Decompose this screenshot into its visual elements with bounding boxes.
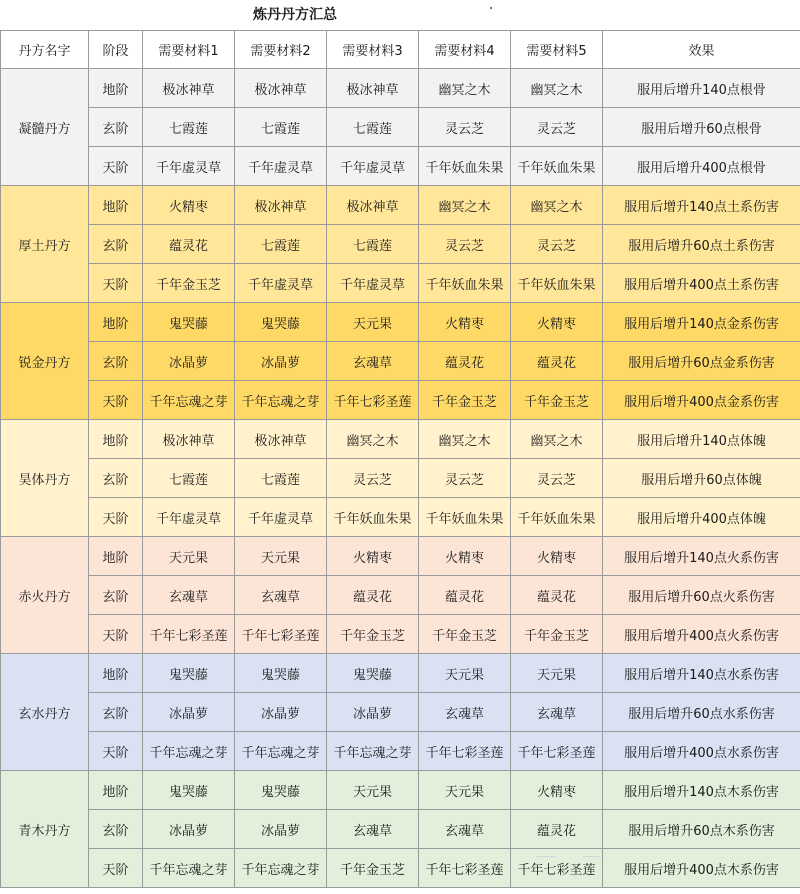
stage-cell[interactable]: 玄阶 bbox=[89, 342, 143, 381]
recipe-name-cell[interactable]: 青木丹方 bbox=[1, 771, 89, 888]
stage-cell[interactable]: 玄阶 bbox=[89, 693, 143, 732]
material-cell[interactable]: 火精枣 bbox=[327, 537, 419, 576]
effect-cell[interactable]: 服用后增升140点土系伤害 bbox=[603, 186, 800, 225]
material-cell[interactable]: 幽冥之木 bbox=[511, 420, 603, 459]
scan-noise bbox=[537, 856, 555, 857]
material-cell[interactable]: 鬼哭藤 bbox=[235, 654, 327, 693]
material-cell[interactable]: 鬼哭藤 bbox=[143, 654, 235, 693]
material-cell[interactable]: 鬼哭藤 bbox=[143, 771, 235, 810]
material-cell[interactable]: 灵云芝 bbox=[419, 108, 511, 147]
table-row bbox=[1, 810, 800, 849]
effect-cell[interactable]: 服用后增升400点体魄 bbox=[603, 498, 800, 537]
header-row bbox=[1, 31, 800, 69]
effect-cell[interactable]: 服用后增升140点水系伤害 bbox=[603, 654, 800, 693]
effect-cell[interactable]: 服用后增升400点土系伤害 bbox=[603, 264, 800, 303]
material-cell[interactable]: 极冰神草 bbox=[235, 69, 327, 108]
table-row bbox=[1, 615, 800, 654]
material-cell[interactable]: 极冰神草 bbox=[235, 420, 327, 459]
material-cell[interactable]: 玄魂草 bbox=[143, 576, 235, 615]
material-cell[interactable]: 千年七彩圣莲 bbox=[511, 849, 603, 888]
header-effect[interactable]: 效果 bbox=[603, 31, 800, 69]
material-cell[interactable]: 七霞莲 bbox=[327, 225, 419, 264]
material-cell[interactable]: 天元果 bbox=[511, 654, 603, 693]
table-row bbox=[1, 225, 800, 264]
material-cell[interactable]: 冰晶萝 bbox=[143, 810, 235, 849]
effect-cell[interactable]: 服用后增升60点根骨 bbox=[603, 108, 800, 147]
effect-cell[interactable]: 服用后增升60点体魄 bbox=[603, 459, 800, 498]
material-cell[interactable]: 幽冥之木 bbox=[511, 69, 603, 108]
material-cell[interactable]: 千年金玉芝 bbox=[143, 264, 235, 303]
effect-cell[interactable]: 服用后增升140点火系伤害 bbox=[603, 537, 800, 576]
table-row bbox=[1, 498, 800, 537]
material-cell[interactable]: 千年忘魂之芽 bbox=[143, 381, 235, 420]
material-cell[interactable]: 七霞莲 bbox=[143, 108, 235, 147]
material-cell[interactable]: 玄魂草 bbox=[419, 810, 511, 849]
effect-cell[interactable]: 服用后增升60点火系伤害 bbox=[603, 576, 800, 615]
material-cell[interactable]: 火精枣 bbox=[419, 303, 511, 342]
material-cell[interactable]: 千年虚灵草 bbox=[143, 498, 235, 537]
header-material-1[interactable]: 需要材料1 bbox=[143, 31, 235, 69]
material-cell[interactable]: 七霞莲 bbox=[235, 459, 327, 498]
material-cell[interactable]: 蕴灵花 bbox=[419, 342, 511, 381]
material-cell[interactable]: 千年七彩圣莲 bbox=[235, 615, 327, 654]
material-cell[interactable]: 千年妖血朱果 bbox=[511, 147, 603, 186]
material-cell[interactable]: 千年忘魂之芽 bbox=[235, 381, 327, 420]
material-cell[interactable]: 天元果 bbox=[419, 771, 511, 810]
effect-cell[interactable]: 服用后增升60点木系伤害 bbox=[603, 810, 800, 849]
material-cell[interactable]: 冰晶萝 bbox=[235, 693, 327, 732]
material-cell[interactable]: 鬼哭藤 bbox=[235, 771, 327, 810]
material-cell[interactable]: 冰晶萝 bbox=[327, 693, 419, 732]
material-cell[interactable]: 幽冥之木 bbox=[327, 420, 419, 459]
table-row bbox=[1, 381, 800, 420]
stage-cell[interactable]: 玄阶 bbox=[89, 459, 143, 498]
material-cell[interactable]: 火精枣 bbox=[511, 537, 603, 576]
table-row bbox=[1, 303, 800, 342]
material-cell[interactable]: 蕴灵花 bbox=[143, 225, 235, 264]
header-material-3[interactable]: 需要材料3 bbox=[327, 31, 419, 69]
material-cell[interactable]: 火精枣 bbox=[511, 303, 603, 342]
material-cell[interactable]: 天元果 bbox=[143, 537, 235, 576]
recipe-name-cell[interactable]: 玄水丹方 bbox=[1, 654, 89, 771]
material-cell[interactable]: 玄魂草 bbox=[419, 693, 511, 732]
material-cell[interactable]: 灵云芝 bbox=[419, 459, 511, 498]
material-cell[interactable]: 鬼哭藤 bbox=[327, 654, 419, 693]
material-cell[interactable]: 千年七彩圣莲 bbox=[419, 849, 511, 888]
material-cell[interactable]: 幽冥之木 bbox=[419, 420, 511, 459]
material-cell[interactable]: 千年虚灵草 bbox=[235, 498, 327, 537]
material-cell[interactable]: 天元果 bbox=[327, 771, 419, 810]
material-cell[interactable]: 千年七彩圣莲 bbox=[419, 732, 511, 771]
stray-dot bbox=[490, 7, 492, 9]
material-cell[interactable]: 七霞莲 bbox=[235, 108, 327, 147]
material-cell[interactable]: 灵云芝 bbox=[511, 108, 603, 147]
table-row bbox=[1, 576, 800, 615]
material-cell[interactable]: 千年忘魂之芽 bbox=[235, 732, 327, 771]
material-cell[interactable]: 千年忘魂之芽 bbox=[143, 732, 235, 771]
material-cell[interactable]: 天元果 bbox=[419, 654, 511, 693]
material-cell[interactable]: 千年忘魂之芽 bbox=[327, 732, 419, 771]
effect-cell[interactable]: 服用后增升140点根骨 bbox=[603, 69, 800, 108]
material-cell[interactable]: 极冰神草 bbox=[327, 186, 419, 225]
material-cell[interactable]: 幽冥之木 bbox=[419, 186, 511, 225]
material-cell[interactable]: 千年金玉芝 bbox=[511, 615, 603, 654]
stage-cell[interactable]: 天阶 bbox=[89, 615, 143, 654]
material-cell[interactable]: 灵云芝 bbox=[511, 225, 603, 264]
table-row bbox=[1, 147, 800, 186]
stage-cell[interactable]: 地阶 bbox=[89, 654, 143, 693]
material-cell[interactable]: 玄魂草 bbox=[511, 693, 603, 732]
stage-cell[interactable]: 地阶 bbox=[89, 420, 143, 459]
material-cell[interactable]: 蕴灵花 bbox=[511, 810, 603, 849]
stage-cell[interactable]: 天阶 bbox=[89, 498, 143, 537]
recipe-name-cell[interactable]: 厚土丹方 bbox=[1, 186, 89, 303]
recipe-name-cell[interactable]: 凝髓丹方 bbox=[1, 69, 89, 186]
material-cell[interactable]: 千年妖血朱果 bbox=[419, 147, 511, 186]
material-cell[interactable]: 千年虚灵草 bbox=[235, 264, 327, 303]
table-row bbox=[1, 537, 800, 576]
stage-cell[interactable]: 地阶 bbox=[89, 771, 143, 810]
material-cell[interactable]: 蕴灵花 bbox=[327, 576, 419, 615]
recipe-name-cell[interactable]: 锐金丹方 bbox=[1, 303, 89, 420]
table-row bbox=[1, 771, 800, 810]
material-cell[interactable]: 幽冥之木 bbox=[419, 69, 511, 108]
effect-cell[interactable]: 服用后增升140点体魄 bbox=[603, 420, 800, 459]
table-row bbox=[1, 459, 800, 498]
effect-cell[interactable]: 服用后增升60点金系伤害 bbox=[603, 342, 800, 381]
effect-cell[interactable]: 服用后增升400点水系伤害 bbox=[603, 732, 800, 771]
material-cell[interactable]: 极冰神草 bbox=[327, 69, 419, 108]
material-cell[interactable]: 火精枣 bbox=[511, 771, 603, 810]
table-row bbox=[1, 69, 800, 108]
header-name[interactable]: 丹方名字 bbox=[1, 31, 89, 69]
effect-cell[interactable]: 服用后增升400点根骨 bbox=[603, 147, 800, 186]
material-cell[interactable]: 千年金玉芝 bbox=[419, 381, 511, 420]
material-cell[interactable]: 冰晶萝 bbox=[143, 693, 235, 732]
table-row bbox=[1, 108, 800, 147]
material-cell[interactable]: 千年忘魂之芽 bbox=[235, 849, 327, 888]
table-row bbox=[1, 342, 800, 381]
sheet-title: 炼丹丹方汇总 bbox=[253, 7, 337, 23]
stage-cell[interactable]: 天阶 bbox=[89, 147, 143, 186]
material-cell[interactable]: 千年七彩圣莲 bbox=[327, 381, 419, 420]
material-cell[interactable]: 极冰神草 bbox=[235, 186, 327, 225]
material-cell[interactable]: 冰晶萝 bbox=[235, 810, 327, 849]
material-cell[interactable]: 千年七彩圣莲 bbox=[143, 615, 235, 654]
material-cell[interactable]: 天元果 bbox=[327, 303, 419, 342]
table-row bbox=[1, 849, 800, 888]
material-cell[interactable]: 七霞莲 bbox=[327, 108, 419, 147]
material-cell[interactable]: 蕴灵花 bbox=[511, 342, 603, 381]
effect-cell[interactable]: 服用后增升140点金系伤害 bbox=[603, 303, 800, 342]
material-cell[interactable]: 千年虚灵草 bbox=[327, 264, 419, 303]
material-cell[interactable]: 玄魂草 bbox=[327, 810, 419, 849]
effect-cell[interactable]: 服用后增升60点水系伤害 bbox=[603, 693, 800, 732]
material-cell[interactable]: 七霞莲 bbox=[143, 459, 235, 498]
stage-cell[interactable]: 地阶 bbox=[89, 69, 143, 108]
stage-cell[interactable]: 地阶 bbox=[89, 303, 143, 342]
table-row bbox=[1, 654, 800, 693]
material-cell[interactable]: 火精枣 bbox=[419, 537, 511, 576]
effect-cell[interactable]: 服用后增升400点金系伤害 bbox=[603, 381, 800, 420]
stage-cell[interactable]: 天阶 bbox=[89, 381, 143, 420]
header-material-4[interactable]: 需要材料4 bbox=[419, 31, 511, 69]
scan-noise bbox=[583, 856, 601, 857]
material-cell[interactable]: 灵云芝 bbox=[327, 459, 419, 498]
stage-cell[interactable]: 玄阶 bbox=[89, 810, 143, 849]
material-cell[interactable]: 玄魂草 bbox=[327, 342, 419, 381]
material-cell[interactable]: 千年妖血朱果 bbox=[419, 498, 511, 537]
material-cell[interactable]: 千年妖血朱果 bbox=[327, 498, 419, 537]
material-cell[interactable]: 蕴灵花 bbox=[511, 576, 603, 615]
stage-cell[interactable]: 地阶 bbox=[89, 537, 143, 576]
material-cell[interactable]: 冰晶萝 bbox=[143, 342, 235, 381]
effect-cell[interactable]: 服用后增升400点火系伤害 bbox=[603, 615, 800, 654]
material-cell[interactable]: 千年虚灵草 bbox=[327, 147, 419, 186]
table-row bbox=[1, 693, 800, 732]
header-material-2[interactable]: 需要材料2 bbox=[235, 31, 327, 69]
material-cell[interactable]: 千年金玉芝 bbox=[327, 615, 419, 654]
material-cell[interactable]: 鬼哭藤 bbox=[235, 303, 327, 342]
table-row bbox=[1, 732, 800, 771]
material-cell[interactable]: 灵云芝 bbox=[511, 459, 603, 498]
header-material-5[interactable]: 需要材料5 bbox=[511, 31, 603, 69]
stage-cell[interactable]: 玄阶 bbox=[89, 108, 143, 147]
stage-cell[interactable]: 天阶 bbox=[89, 849, 143, 888]
stage-cell[interactable]: 天阶 bbox=[89, 264, 143, 303]
material-cell[interactable]: 幽冥之木 bbox=[511, 186, 603, 225]
material-cell[interactable]: 极冰神草 bbox=[143, 69, 235, 108]
material-cell[interactable]: 蕴灵花 bbox=[419, 576, 511, 615]
material-cell[interactable]: 灵云芝 bbox=[419, 225, 511, 264]
material-cell[interactable]: 千年金玉芝 bbox=[419, 615, 511, 654]
material-cell[interactable]: 天元果 bbox=[235, 537, 327, 576]
material-cell[interactable]: 千年虚灵草 bbox=[235, 147, 327, 186]
effect-cell[interactable]: 服用后增升140点木系伤害 bbox=[603, 771, 800, 810]
stage-cell[interactable]: 天阶 bbox=[89, 732, 143, 771]
material-cell[interactable]: 冰晶萝 bbox=[235, 342, 327, 381]
effect-cell[interactable]: 服用后增升400点木系伤害 bbox=[603, 849, 800, 888]
material-cell[interactable]: 千年妖血朱果 bbox=[511, 264, 603, 303]
recipe-name-cell[interactable]: 昊体丹方 bbox=[1, 420, 89, 537]
material-cell[interactable]: 千年金玉芝 bbox=[327, 849, 419, 888]
material-cell[interactable]: 千年妖血朱果 bbox=[511, 498, 603, 537]
stage-cell[interactable]: 玄阶 bbox=[89, 225, 143, 264]
stage-cell[interactable]: 地阶 bbox=[89, 186, 143, 225]
material-cell[interactable]: 火精枣 bbox=[143, 186, 235, 225]
recipe-table bbox=[0, 30, 800, 888]
table-row bbox=[1, 264, 800, 303]
stage-cell[interactable]: 玄阶 bbox=[89, 576, 143, 615]
recipe-name-cell[interactable]: 赤火丹方 bbox=[1, 537, 89, 654]
material-cell[interactable]: 千年妖血朱果 bbox=[419, 264, 511, 303]
table-row bbox=[1, 186, 800, 225]
material-cell[interactable]: 千年七彩圣莲 bbox=[511, 732, 603, 771]
material-cell[interactable]: 七霞莲 bbox=[235, 225, 327, 264]
material-cell[interactable]: 千年忘魂之芽 bbox=[143, 849, 235, 888]
material-cell[interactable]: 极冰神草 bbox=[143, 420, 235, 459]
material-cell[interactable]: 玄魂草 bbox=[235, 576, 327, 615]
table-row bbox=[1, 420, 800, 459]
material-cell[interactable]: 千年虚灵草 bbox=[143, 147, 235, 186]
header-stage[interactable]: 阶段 bbox=[89, 31, 143, 69]
material-cell[interactable]: 千年金玉芝 bbox=[511, 381, 603, 420]
material-cell[interactable]: 鬼哭藤 bbox=[143, 303, 235, 342]
effect-cell[interactable]: 服用后增升60点土系伤害 bbox=[603, 225, 800, 264]
